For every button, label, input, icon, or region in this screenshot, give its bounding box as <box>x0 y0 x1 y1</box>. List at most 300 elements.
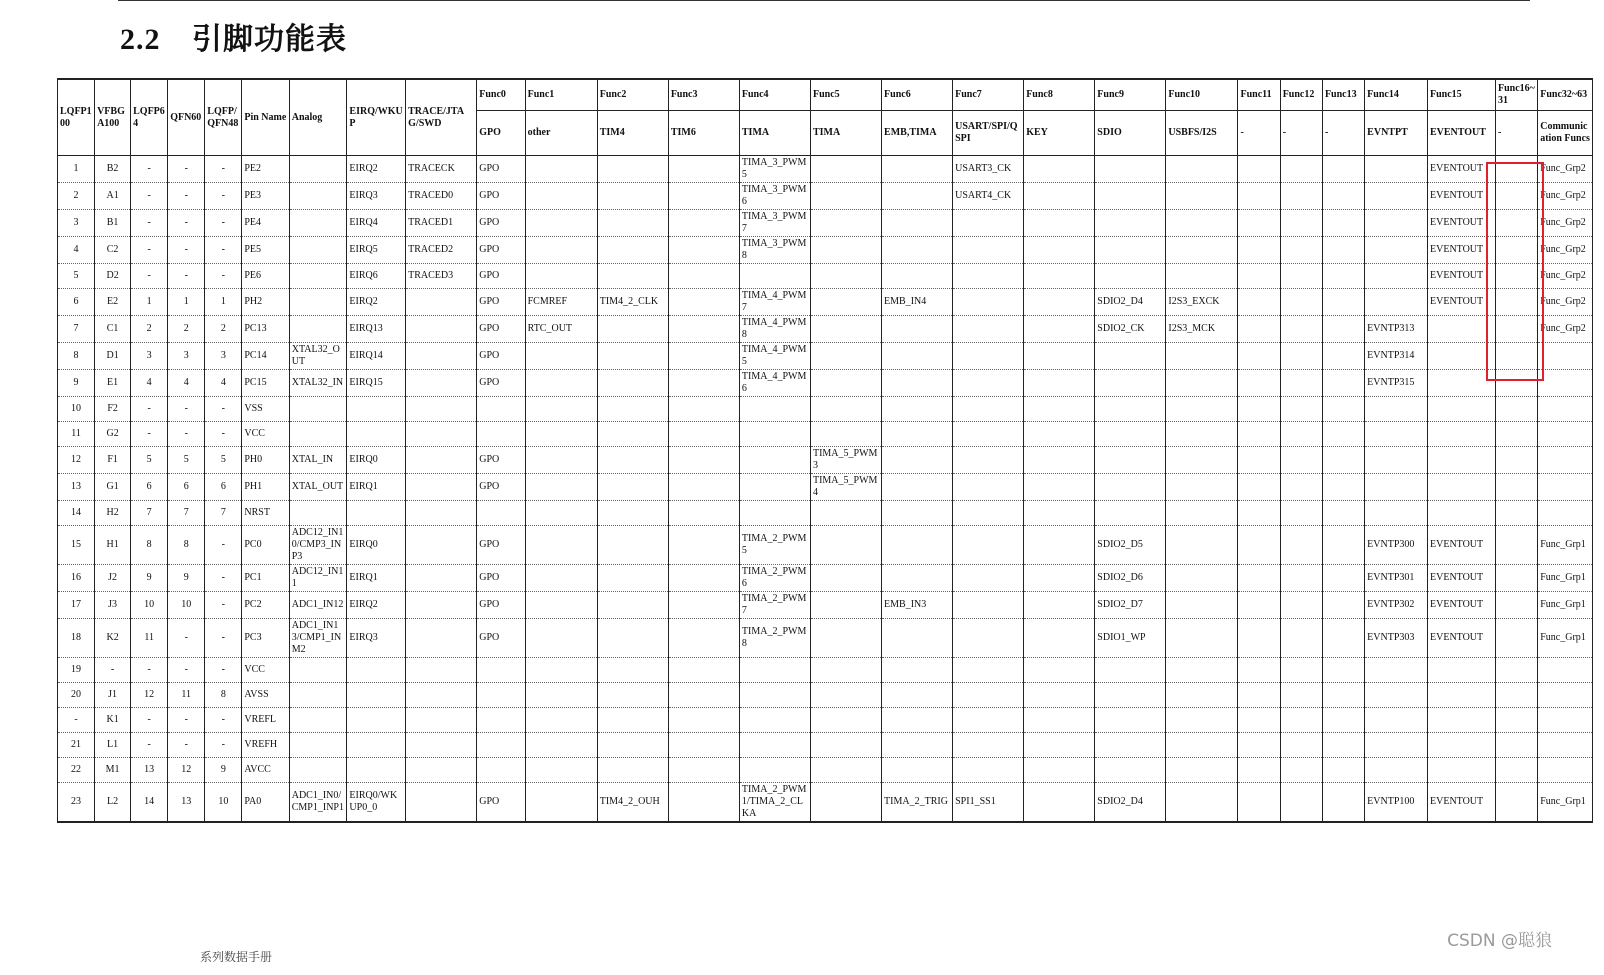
func-header: Func9 <box>1095 79 1166 111</box>
table-cell: 20 <box>58 683 95 708</box>
table-cell <box>1024 783 1095 823</box>
table-cell: - <box>168 156 205 183</box>
table-row <box>58 683 1593 708</box>
table-cell: - <box>168 183 205 210</box>
table-cell <box>406 343 477 370</box>
table-row <box>58 565 1593 592</box>
func-type-header: TIM6 <box>668 111 739 156</box>
table-cell <box>597 658 668 683</box>
table-cell: 9 <box>131 565 168 592</box>
table-cell <box>810 289 881 316</box>
table-cell <box>1280 758 1322 783</box>
table-cell: TIMA_3_PWM7 <box>739 210 810 237</box>
table-cell <box>1166 474 1238 501</box>
table-cell <box>739 758 810 783</box>
table-cell: EVNTP100 <box>1365 783 1428 823</box>
table-cell: - <box>95 658 131 683</box>
table-cell <box>1365 289 1428 316</box>
table-cell: 11 <box>58 422 95 447</box>
table-cell <box>1024 565 1095 592</box>
table-cell <box>1024 316 1095 343</box>
column-header: Pin Name <box>242 79 289 156</box>
table-cell: 3 <box>205 343 242 370</box>
table-cell <box>1365 501 1428 526</box>
func-header: Func5 <box>810 79 881 111</box>
table-cell <box>810 758 881 783</box>
table-cell: NRST <box>242 501 289 526</box>
table-cell <box>1365 474 1428 501</box>
table-cell <box>525 501 597 526</box>
table-cell <box>1365 397 1428 422</box>
table-cell <box>1024 264 1095 289</box>
table-cell <box>1166 658 1238 683</box>
table-cell <box>810 422 881 447</box>
table-cell <box>668 474 739 501</box>
table-cell <box>1365 708 1428 733</box>
column-header: TRACE/JTAG/SWD <box>406 79 477 156</box>
pin-function-table <box>57 78 1593 823</box>
table-cell: - <box>131 237 168 264</box>
table-cell: GPO <box>477 447 525 474</box>
table-cell <box>810 683 881 708</box>
table-cell <box>1538 422 1593 447</box>
table-cell <box>289 422 347 447</box>
table-cell <box>1538 343 1593 370</box>
func-header: Func10 <box>1166 79 1238 111</box>
table-cell <box>1024 758 1095 783</box>
func-header: Func8 <box>1024 79 1095 111</box>
table-cell: EVENTOUT <box>1428 264 1496 289</box>
table-cell <box>1238 447 1280 474</box>
table-cell: EVNTP302 <box>1365 592 1428 619</box>
table-cell: - <box>205 592 242 619</box>
table-cell: - <box>205 658 242 683</box>
table-cell: SDIO1_WP <box>1095 619 1166 658</box>
table-cell <box>882 619 953 658</box>
table-cell <box>597 343 668 370</box>
table-cell <box>1166 683 1238 708</box>
table-cell <box>1238 783 1280 823</box>
table-cell <box>1322 370 1364 397</box>
table-cell <box>477 683 525 708</box>
table-cell: AVSS <box>242 683 289 708</box>
func-type-header: other <box>525 111 597 156</box>
table-cell <box>1495 619 1537 658</box>
table-cell: A1 <box>95 183 131 210</box>
table-cell <box>953 733 1024 758</box>
table-cell <box>1538 683 1593 708</box>
table-cell: - <box>131 733 168 758</box>
table-cell <box>1538 658 1593 683</box>
table-row <box>58 264 1593 289</box>
table-cell: EMB_IN3 <box>882 592 953 619</box>
table-row <box>58 316 1593 343</box>
table-cell: Func_Grp2 <box>1538 264 1593 289</box>
section-title: 引脚功能表 <box>192 23 347 56</box>
table-cell: 2 <box>131 316 168 343</box>
table-cell <box>882 708 953 733</box>
table-cell: VCC <box>242 422 289 447</box>
table-cell: - <box>168 733 205 758</box>
table-cell <box>406 474 477 501</box>
table-cell <box>525 237 597 264</box>
table-row <box>58 183 1593 210</box>
func-header: Func2 <box>597 79 668 111</box>
table-cell: Func_Grp1 <box>1538 783 1593 823</box>
table-cell: 5 <box>205 447 242 474</box>
table-cell: PC15 <box>242 370 289 397</box>
table-cell: L1 <box>95 733 131 758</box>
func-type-header: TIMA <box>810 111 881 156</box>
table-cell: C1 <box>95 316 131 343</box>
table-cell <box>1024 619 1095 658</box>
table-cell <box>289 264 347 289</box>
table-cell <box>406 526 477 565</box>
table-cell <box>1365 156 1428 183</box>
table-cell <box>1280 708 1322 733</box>
table-cell: 7 <box>205 501 242 526</box>
table-cell: VCC <box>242 658 289 683</box>
table-cell: 2 <box>168 316 205 343</box>
table-cell <box>1495 565 1537 592</box>
table-cell <box>1495 758 1537 783</box>
table-cell <box>406 422 477 447</box>
func-type-header: EMB,TIMA <box>882 111 953 156</box>
table-cell <box>882 316 953 343</box>
table-cell <box>1538 474 1593 501</box>
column-header: QFN60 <box>168 79 205 156</box>
table-cell: 11 <box>131 619 168 658</box>
table-cell <box>1024 733 1095 758</box>
highlight-box <box>1486 162 1544 381</box>
table-cell <box>1166 733 1238 758</box>
table-cell: USART3_CK <box>953 156 1024 183</box>
table-cell <box>668 658 739 683</box>
table-cell <box>810 237 881 264</box>
table-cell: EVENTOUT <box>1428 592 1496 619</box>
table-cell: GPO <box>477 210 525 237</box>
column-header: LQFP64 <box>131 79 168 156</box>
table-cell: EIRQ0 <box>347 526 406 565</box>
table-cell <box>1322 474 1364 501</box>
table-cell <box>1024 397 1095 422</box>
top-rule <box>118 0 1530 1</box>
table-cell <box>1095 237 1166 264</box>
table-cell: EVENTOUT <box>1428 183 1496 210</box>
table-cell <box>1322 565 1364 592</box>
table-cell: EVENTOUT <box>1428 289 1496 316</box>
table-cell: SDIO2_D5 <box>1095 526 1166 565</box>
table-cell <box>882 474 953 501</box>
table-cell <box>1495 474 1537 501</box>
table-cell <box>1280 783 1322 823</box>
func-header: Func6 <box>882 79 953 111</box>
table-cell <box>1365 658 1428 683</box>
table-row <box>58 526 1593 565</box>
table-row <box>58 474 1593 501</box>
table-cell <box>668 501 739 526</box>
table-cell <box>1428 708 1496 733</box>
table-cell <box>953 619 1024 658</box>
table-cell: TIMA_4_PWM5 <box>739 343 810 370</box>
table-cell <box>1095 474 1166 501</box>
func-header: Func12 <box>1280 79 1322 111</box>
table-row <box>58 289 1593 316</box>
table-cell <box>1238 683 1280 708</box>
table-cell: 6 <box>168 474 205 501</box>
table-cell <box>1280 501 1322 526</box>
table-cell: TIMA_2_PWM6 <box>739 565 810 592</box>
table-cell <box>406 683 477 708</box>
table-cell <box>597 683 668 708</box>
table-cell: VREFH <box>242 733 289 758</box>
table-cell <box>406 370 477 397</box>
column-header: Analog <box>289 79 347 156</box>
table-cell <box>406 783 477 823</box>
table-cell <box>1238 619 1280 658</box>
table-cell: GPO <box>477 783 525 823</box>
table-cell: GPO <box>477 526 525 565</box>
table-cell <box>597 708 668 733</box>
table-cell <box>1166 422 1238 447</box>
table-cell <box>953 422 1024 447</box>
table-cell: 5 <box>168 447 205 474</box>
func-type-header: - <box>1238 111 1280 156</box>
table-cell <box>1280 210 1322 237</box>
table-cell: GPO <box>477 343 525 370</box>
table-cell <box>953 210 1024 237</box>
table-cell <box>406 501 477 526</box>
table-cell: XTAL_OUT <box>289 474 347 501</box>
table-cell <box>1024 183 1095 210</box>
table-cell: PE4 <box>242 210 289 237</box>
table-cell <box>953 658 1024 683</box>
table-cell <box>668 370 739 397</box>
table-cell <box>1495 447 1537 474</box>
table-row <box>58 237 1593 264</box>
table-cell: PE5 <box>242 237 289 264</box>
table-cell: - <box>131 708 168 733</box>
table-cell <box>953 708 1024 733</box>
table-cell <box>1238 210 1280 237</box>
table-cell <box>525 526 597 565</box>
table-row <box>58 447 1593 474</box>
table-cell: J1 <box>95 683 131 708</box>
table-cell: 1 <box>131 289 168 316</box>
table-cell: 10 <box>58 397 95 422</box>
table-cell <box>668 343 739 370</box>
table-cell <box>525 447 597 474</box>
table-cell <box>1428 758 1496 783</box>
table-cell <box>1495 501 1537 526</box>
table-cell <box>525 343 597 370</box>
table-cell <box>597 264 668 289</box>
table-cell <box>1024 289 1095 316</box>
table-cell: XTAL32_IN <box>289 370 347 397</box>
table-cell: E1 <box>95 370 131 397</box>
table-cell <box>1238 370 1280 397</box>
table-cell: PE2 <box>242 156 289 183</box>
table-cell <box>1024 592 1095 619</box>
table-cell <box>882 565 953 592</box>
table-cell: 7 <box>58 316 95 343</box>
table-cell: 4 <box>168 370 205 397</box>
table-cell <box>668 316 739 343</box>
table-cell: PC2 <box>242 592 289 619</box>
table-cell: SDIO2_D7 <box>1095 592 1166 619</box>
table-cell <box>525 370 597 397</box>
table-cell <box>810 156 881 183</box>
table-cell: PH0 <box>242 447 289 474</box>
table-cell: TRACED1 <box>406 210 477 237</box>
func-type-header: - <box>1322 111 1364 156</box>
table-cell <box>406 708 477 733</box>
table-cell <box>289 183 347 210</box>
table-cell <box>1095 422 1166 447</box>
table-cell: - <box>205 156 242 183</box>
table-cell <box>1166 501 1238 526</box>
table-row <box>58 658 1593 683</box>
table-cell <box>1365 422 1428 447</box>
table-cell: GPO <box>477 619 525 658</box>
table-cell: RTC_OUT <box>525 316 597 343</box>
table-cell: EVENTOUT <box>1428 237 1496 264</box>
table-cell <box>1280 316 1322 343</box>
table-cell <box>882 447 953 474</box>
table-cell <box>1238 474 1280 501</box>
table-cell <box>1238 565 1280 592</box>
table-cell <box>953 565 1024 592</box>
table-cell: 10 <box>168 592 205 619</box>
table-cell <box>668 708 739 733</box>
table-cell <box>1322 183 1364 210</box>
table-cell <box>1238 397 1280 422</box>
table-cell: 4 <box>131 370 168 397</box>
section-heading <box>120 14 347 58</box>
table-cell: B2 <box>95 156 131 183</box>
table-cell <box>1238 422 1280 447</box>
table-cell <box>597 592 668 619</box>
table-cell <box>810 658 881 683</box>
column-header: VFBGA100 <box>95 79 131 156</box>
table-cell <box>1322 237 1364 264</box>
table-cell <box>289 397 347 422</box>
func-header: Func3 <box>668 79 739 111</box>
table-cell <box>406 619 477 658</box>
table-cell <box>1365 683 1428 708</box>
table-cell <box>406 658 477 683</box>
table-cell <box>1024 156 1095 183</box>
table-cell <box>1538 733 1593 758</box>
table-cell <box>668 447 739 474</box>
table-cell <box>1280 264 1322 289</box>
table-cell: H1 <box>95 526 131 565</box>
table-cell: SDIO2_D4 <box>1095 289 1166 316</box>
table-cell <box>289 501 347 526</box>
table-cell <box>1322 758 1364 783</box>
table-cell: Func_Grp2 <box>1538 289 1593 316</box>
table-cell <box>1322 210 1364 237</box>
table-cell: 5 <box>58 264 95 289</box>
table-cell <box>1024 708 1095 733</box>
table-cell <box>810 501 881 526</box>
table-cell <box>1428 501 1496 526</box>
table-cell <box>1322 447 1364 474</box>
table-row <box>58 708 1593 733</box>
table-cell: - <box>205 237 242 264</box>
table-cell <box>1095 501 1166 526</box>
table-cell: F2 <box>95 397 131 422</box>
table-cell <box>1280 397 1322 422</box>
table-cell <box>477 708 525 733</box>
table-cell <box>1095 758 1166 783</box>
table-cell: 8 <box>58 343 95 370</box>
table-cell <box>1166 156 1238 183</box>
table-cell <box>882 237 953 264</box>
table-cell: EIRQ4 <box>347 210 406 237</box>
func-header: Func0 <box>477 79 525 111</box>
table-cell <box>1322 783 1364 823</box>
table-cell: Func_Grp2 <box>1538 316 1593 343</box>
table-cell <box>882 264 953 289</box>
func-type-header: - <box>1280 111 1322 156</box>
table-cell <box>810 210 881 237</box>
table-cell <box>668 264 739 289</box>
table-cell: EIRQ2 <box>347 156 406 183</box>
table-cell <box>953 237 1024 264</box>
table-cell <box>597 501 668 526</box>
table-cell <box>1322 397 1364 422</box>
table-cell: - <box>168 237 205 264</box>
table-cell: 9 <box>168 565 205 592</box>
table-cell <box>1322 156 1364 183</box>
table-cell <box>1538 501 1593 526</box>
table-cell <box>810 565 881 592</box>
table-cell <box>882 758 953 783</box>
table-cell: 17 <box>58 592 95 619</box>
table-cell: EVNTP301 <box>1365 565 1428 592</box>
table-cell: TIMA_4_PWM7 <box>739 289 810 316</box>
table-cell <box>668 526 739 565</box>
table-cell <box>668 758 739 783</box>
table-cell: 4 <box>58 237 95 264</box>
table-cell: 7 <box>168 501 205 526</box>
table-cell <box>1166 758 1238 783</box>
table-cell <box>953 758 1024 783</box>
table-cell: D1 <box>95 343 131 370</box>
table-cell <box>597 210 668 237</box>
table-cell <box>406 289 477 316</box>
table-cell <box>597 183 668 210</box>
table-cell: 13 <box>168 783 205 823</box>
table-cell <box>882 501 953 526</box>
table-cell: EIRQ14 <box>347 343 406 370</box>
table-cell <box>810 343 881 370</box>
table-cell <box>1495 658 1537 683</box>
table-cell <box>810 592 881 619</box>
table-cell: EVNTP303 <box>1365 619 1428 658</box>
table-cell: XTAL_IN <box>289 447 347 474</box>
table-cell <box>668 183 739 210</box>
table-cell <box>1322 316 1364 343</box>
table-cell: 8 <box>205 683 242 708</box>
table-cell: GPO <box>477 156 525 183</box>
table-cell <box>668 237 739 264</box>
table-row <box>58 422 1593 447</box>
table-cell: VREFL <box>242 708 289 733</box>
table-cell: EMB_IN4 <box>882 289 953 316</box>
table-cell: SDIO2_D4 <box>1095 783 1166 823</box>
